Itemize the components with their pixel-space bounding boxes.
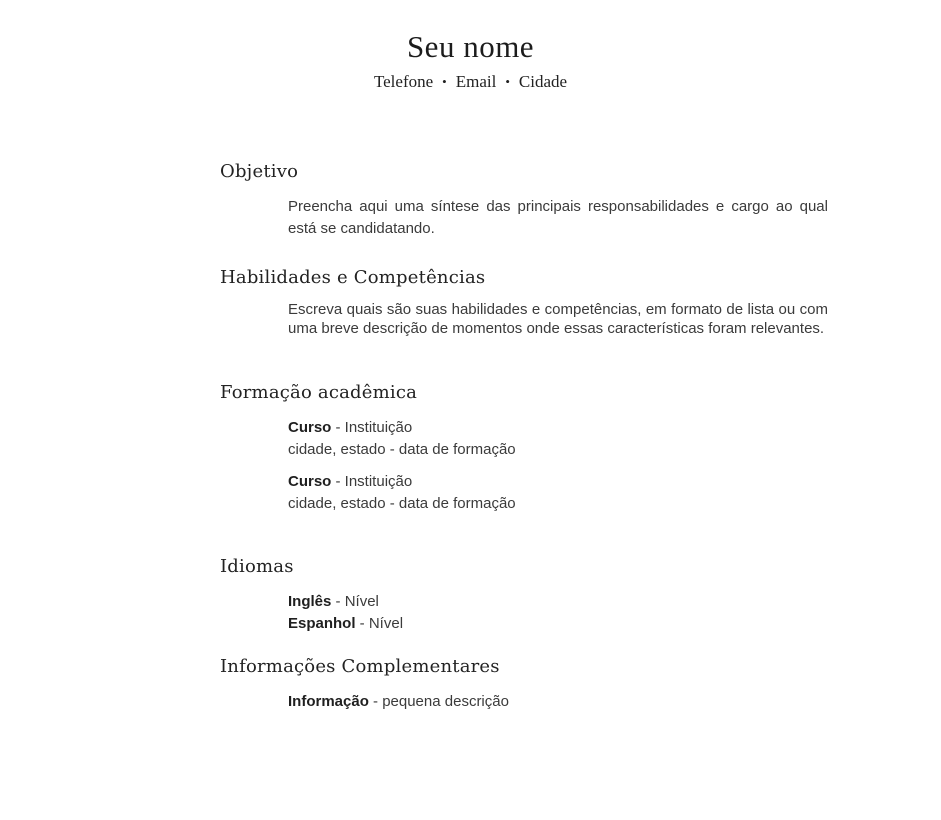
formacao-entries <box>288 417 828 515</box>
objetivo-paragraph: Preencha aqui uma síntese das principais responsabilidades e cargo ao qual está se candidatando. <box>288 198 828 237</box>
informacao-entry <box>288 691 828 713</box>
section-idiomas <box>220 555 828 635</box>
page-title: Seu nome <box>406 29 535 64</box>
contact-email: Email <box>455 72 497 91</box>
section-title-objetivo: Objetivo <box>220 161 299 182</box>
curso-label: Curso <box>288 473 332 490</box>
idioma-nivel: - Nível <box>355 615 404 632</box>
resume-header <box>0 0 941 94</box>
curso-label: Curso <box>288 419 332 436</box>
section-title-idiomas: Idiomas <box>220 556 294 577</box>
formacao-entry <box>288 417 828 461</box>
idioma-label: Inglês <box>288 593 332 610</box>
informacao-desc: - pequena descrição <box>368 693 509 710</box>
informacao-label: Informação <box>288 693 369 710</box>
habilidades-paragraph: Escreva quais são suas habilidades e competências, em formato de lista ou com uma breve descrição de momentos onde essas características foram relevantes. <box>288 301 828 337</box>
informacoes-entries <box>288 691 828 713</box>
formacao-entry <box>288 471 828 515</box>
contact-city: Cidade <box>518 72 568 91</box>
formacao-entry-line1 <box>288 417 828 439</box>
formacao-entry-line1 <box>288 471 828 493</box>
section-title-habilidades: Habilidades e Competências <box>220 267 486 288</box>
section-habilidades <box>220 266 828 338</box>
instituicao-text: - Instituição <box>331 473 413 490</box>
bullet-separator: • <box>442 74 447 89</box>
idioma-nivel: - Nível <box>331 593 379 610</box>
contact-line <box>0 70 941 94</box>
idiomas-entries <box>288 591 828 635</box>
resume-body <box>220 160 828 713</box>
formacao-entry-line2: cidade, estado - data de formação <box>288 441 516 458</box>
section-objetivo <box>220 160 828 240</box>
bullet-separator: • <box>505 74 510 89</box>
section-title-informacoes: Informações Complementares <box>220 656 500 677</box>
section-title-formacao: Formação acadêmica <box>220 382 418 403</box>
contact-phone: Telefone <box>373 72 434 91</box>
section-informacoes <box>220 655 828 713</box>
idioma-entry <box>288 591 828 613</box>
instituicao-text: - Instituição <box>331 419 413 436</box>
formacao-entry-line2: cidade, estado - data de formação <box>288 495 516 512</box>
idioma-entry <box>288 613 828 635</box>
idioma-label: Espanhol <box>288 615 356 632</box>
section-formacao <box>220 381 828 515</box>
